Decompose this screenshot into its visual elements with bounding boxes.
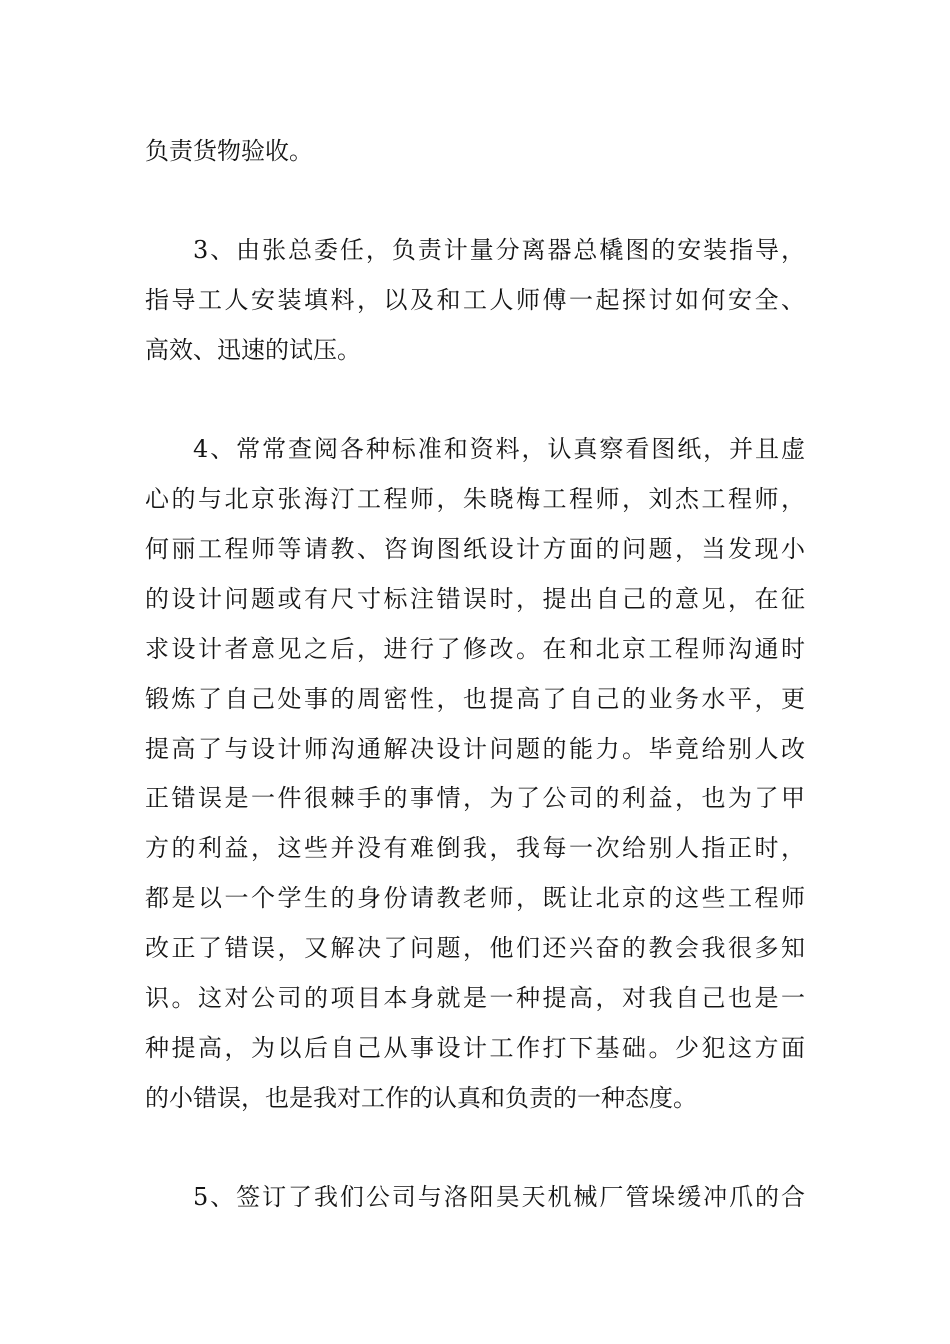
paragraph-5-first-line	[0, 1177, 950, 1217]
text-line	[0, 1078, 950, 1118]
paragraph-3-first-line	[0, 230, 950, 270]
paragraph-4-first-line	[0, 429, 950, 469]
text-line	[0, 878, 950, 918]
text-line	[0, 529, 950, 569]
text-line	[0, 828, 950, 868]
text-line-content: 的设计问题或有尺寸标注错误时，提出自己的意见，在征	[145, 585, 805, 613]
text-line	[0, 479, 950, 519]
text-line	[0, 679, 950, 719]
text-line	[0, 928, 950, 968]
text-line	[0, 629, 950, 669]
text-line-content: 5、签订了我们公司与洛阳昊天机械厂管垛缓冲爪的合	[193, 1183, 805, 1211]
text-line	[0, 579, 950, 619]
text-line-content: 负责货物验收。	[145, 137, 313, 165]
text-line-content: 求设计者意见之后，进行了修改。在和北京工程师沟通时	[145, 635, 805, 663]
text-line-content: 锻炼了自己处事的周密性，也提高了自己的业务水平，更	[145, 685, 805, 713]
text-line-content: 的小错误，也是我对工作的认真和负责的一种态度。	[145, 1084, 697, 1112]
text-line-content: 高效、迅速的试压。	[145, 336, 361, 364]
text-line-content: 方的利益，这些并没有难倒我，我每一次给别人指正时，	[145, 834, 805, 862]
text-line-content: 指导工人安装填料，以及和工人师傅一起探讨如何安全、	[145, 286, 805, 314]
text-line-content: 改正了错误，又解决了问题，他们还兴奋的教会我很多知	[145, 934, 805, 962]
text-line	[0, 280, 950, 320]
text-line	[0, 978, 950, 1018]
text-line-content: 提高了与设计师沟通解决设计问题的能力。毕竟给别人改	[145, 735, 805, 763]
text-line-content: 种提高，为以后自己从事设计工作打下基础。少犯这方面	[145, 1034, 805, 1062]
text-line	[0, 729, 950, 769]
text-line	[0, 131, 950, 171]
text-line-content: 4、常常查阅各种标准和资料，认真察看图纸，并且虚	[193, 435, 805, 463]
text-line-content: 识。这对公司的项目本身就是一种提高，对我自己也是一	[145, 984, 805, 1012]
text-line	[0, 778, 950, 818]
text-line-content: 正错误是一件很棘手的事情，为了公司的利益，也为了甲	[145, 784, 805, 812]
text-line	[0, 1028, 950, 1068]
text-line-content: 3、由张总委任，负责计量分离器总橇图的安装指导，	[193, 236, 805, 264]
text-line-content: 何丽工程师等请教、咨询图纸设计方面的问题，当发现小	[145, 535, 805, 563]
text-line-content: 都是以一个学生的身份请教老师，既让北京的这些工程师	[145, 884, 805, 912]
text-line-content: 心的与北京张海汀工程师，朱晓梅工程师，刘杰工程师，	[145, 485, 805, 513]
text-line	[0, 330, 950, 370]
